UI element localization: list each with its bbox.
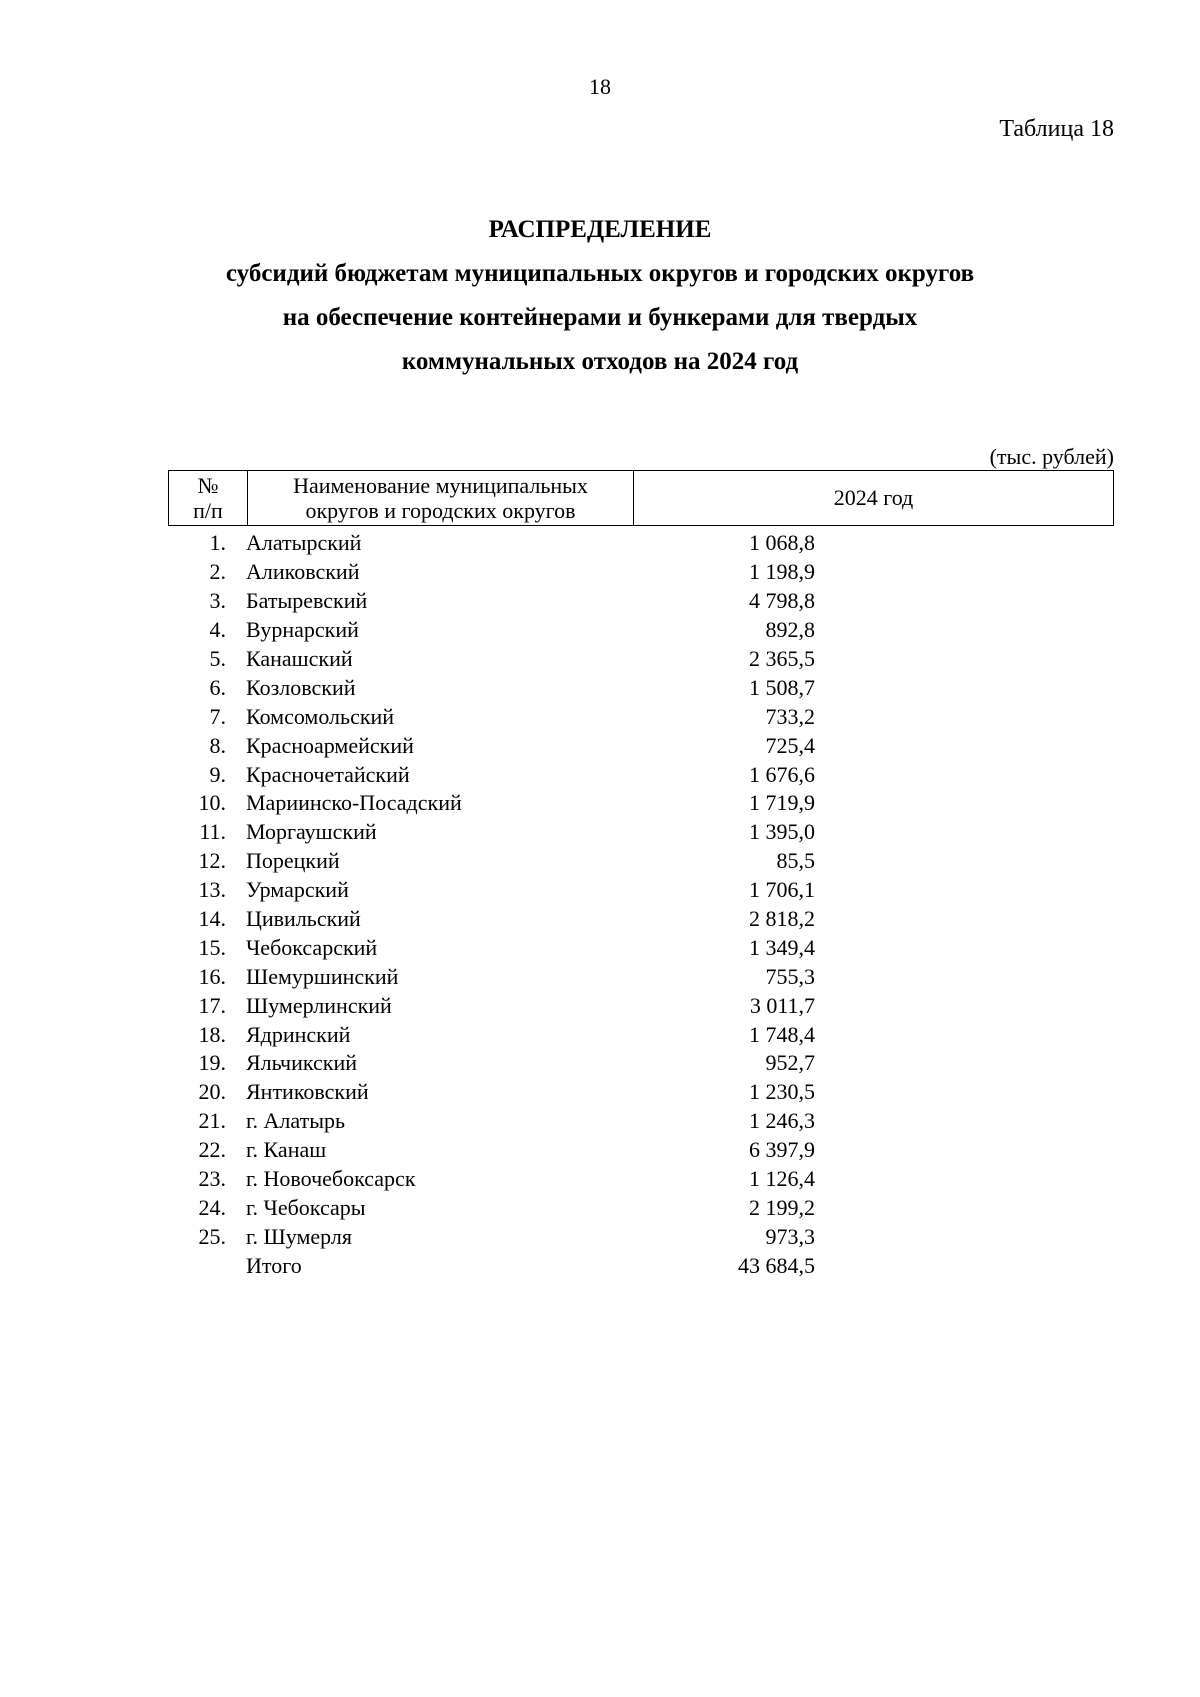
row-number: 15. — [198, 934, 226, 960]
header-number-symbol: № — [197, 473, 219, 498]
row-name: Яльчикский — [246, 1050, 357, 1076]
row-value: 1 198,9 — [749, 559, 815, 585]
row-name: Моргаушский — [246, 819, 377, 845]
row-value: 1 126,4 — [749, 1166, 815, 1192]
row-value: 4 798,8 — [749, 588, 815, 614]
table-row — [168, 962, 1114, 991]
row-name: Красночетайский — [246, 761, 410, 787]
table-row — [168, 789, 1114, 818]
table-row — [168, 1020, 1114, 1049]
document-title — [100, 208, 1100, 384]
row-value: 1 349,4 — [749, 934, 815, 960]
table-row — [168, 1049, 1114, 1078]
row-value: 1 508,7 — [749, 674, 815, 700]
row-name: Красноармейский — [246, 732, 414, 758]
row-number: 4. — [209, 617, 226, 643]
row-number: 9. — [209, 761, 226, 787]
table-row — [168, 1222, 1114, 1251]
row-name: г. Алатырь — [246, 1108, 346, 1134]
row-name: Вурнарский — [246, 617, 359, 643]
row-number: 3. — [209, 588, 226, 614]
row-number: 5. — [209, 646, 226, 671]
table-row — [168, 1136, 1114, 1165]
row-name: г. Новочебоксарск — [246, 1166, 416, 1192]
row-number: 22. — [198, 1137, 226, 1163]
table-row — [168, 1193, 1114, 1222]
table-row — [168, 616, 1114, 645]
row-value: 1 676,6 — [749, 761, 815, 787]
row-name: Шумерлинский — [246, 992, 392, 1018]
table-row — [168, 1078, 1114, 1107]
table-row — [168, 933, 1114, 962]
row-value: 892,8 — [765, 617, 815, 643]
header-year-column: 2024 год — [833, 485, 914, 510]
table-row — [168, 991, 1114, 1020]
row-value: 755,3 — [765, 963, 815, 989]
row-value: 1 748,4 — [749, 1021, 815, 1047]
row-name: Урмарский — [246, 877, 349, 903]
row-number: 8. — [209, 732, 226, 758]
row-number: 23. — [198, 1166, 226, 1192]
header-name-line-2: округов и городских округов — [305, 498, 576, 523]
row-name: Мариинско-Посадский — [246, 790, 462, 816]
table-row — [168, 731, 1114, 760]
row-value: 1 395,0 — [749, 819, 815, 845]
row-value: 1 230,5 — [749, 1079, 815, 1105]
row-number: 10. — [198, 790, 226, 816]
title-line-2: субсидий бюджетам муниципальных округов и городских округов — [225, 260, 975, 287]
row-number: 11. — [199, 819, 226, 845]
row-value: 1 706,1 — [749, 877, 815, 903]
row-number: 6. — [209, 674, 226, 700]
row-value: 733,2 — [765, 703, 815, 729]
table-row — [168, 876, 1114, 905]
row-name: Янтиковский — [246, 1079, 369, 1105]
row-number: 14. — [198, 906, 226, 932]
row-number: 17. — [198, 992, 226, 1018]
row-name: Цивильский — [246, 906, 361, 932]
row-name: Канашский — [246, 646, 353, 671]
header-name-line-1: Наименование муниципальных — [293, 473, 588, 498]
table-body — [168, 529, 1114, 1280]
row-value: 952,7 — [765, 1050, 815, 1076]
total-row — [168, 1251, 1114, 1280]
row-value: 1 246,3 — [749, 1108, 815, 1134]
row-value: 2 818,2 — [749, 906, 815, 932]
row-name: Порецкий — [246, 848, 340, 874]
page-number: 18 — [589, 74, 611, 99]
row-value: 2 199,2 — [749, 1194, 815, 1220]
row-value: 973,3 — [765, 1223, 815, 1249]
row-number: 19. — [198, 1050, 226, 1076]
table-row — [168, 847, 1114, 876]
row-name: Комсомольский — [246, 703, 395, 729]
table-row — [168, 645, 1114, 674]
row-name: Чебоксарский — [246, 934, 378, 960]
table-row — [168, 1107, 1114, 1136]
row-name: Козловский — [246, 674, 356, 700]
row-name: Аликовский — [246, 559, 360, 585]
row-value: 1 068,8 — [749, 530, 815, 556]
row-value: 2 365,5 — [749, 646, 815, 671]
row-number: 1. — [209, 530, 226, 556]
row-name: г. Шумерля — [246, 1223, 352, 1249]
row-name: Ядринский — [246, 1021, 351, 1047]
row-value: 85,5 — [776, 848, 815, 874]
title-line-3: на обеспечение контейнерами и бункерами для твердых — [282, 304, 918, 331]
table-row — [168, 905, 1114, 934]
table-row — [168, 818, 1114, 847]
row-number: 7. — [209, 703, 226, 729]
table-row — [168, 673, 1114, 702]
row-name: Шемуршинский — [246, 963, 399, 989]
row-number: 18. — [198, 1021, 226, 1047]
total-value: 43 684,5 — [738, 1252, 815, 1278]
table-label: Таблица 18 — [999, 116, 1114, 142]
title-line-1: РАСПРЕДЕЛЕНИЕ — [488, 216, 712, 243]
row-name: Алатырский — [246, 530, 362, 556]
row-number: 2. — [209, 559, 226, 585]
table-row — [168, 1165, 1114, 1194]
row-number: 25. — [198, 1223, 226, 1249]
row-name: г. Чебоксары — [246, 1194, 366, 1220]
row-number: 24. — [198, 1194, 226, 1220]
units-note: (тыс. рублей) — [989, 444, 1114, 469]
row-value: 6 397,9 — [749, 1137, 815, 1163]
table-row — [168, 558, 1114, 587]
header-number-column — [169, 471, 248, 525]
row-number: 21. — [198, 1108, 226, 1134]
row-number: 12. — [198, 848, 226, 874]
row-number: 13. — [198, 877, 226, 903]
header-name-column — [248, 471, 634, 525]
total-label: Итого — [246, 1252, 302, 1278]
row-value: 1 719,9 — [749, 790, 815, 816]
table-header — [168, 470, 1114, 526]
row-number: 16. — [198, 963, 226, 989]
row-value: 725,4 — [765, 732, 815, 758]
row-value: 3 011,7 — [749, 992, 815, 1018]
table-row — [168, 760, 1114, 789]
row-name: г. Канаш — [246, 1137, 327, 1163]
table-row — [168, 529, 1114, 558]
row-name: Батыревский — [246, 588, 368, 614]
table-row — [168, 587, 1114, 616]
row-number: 20. — [198, 1079, 226, 1105]
table-row — [168, 702, 1114, 731]
title-line-4: коммунальных отходов на 2024 год — [401, 348, 799, 375]
header-number-abbrev: п/п — [193, 498, 223, 523]
